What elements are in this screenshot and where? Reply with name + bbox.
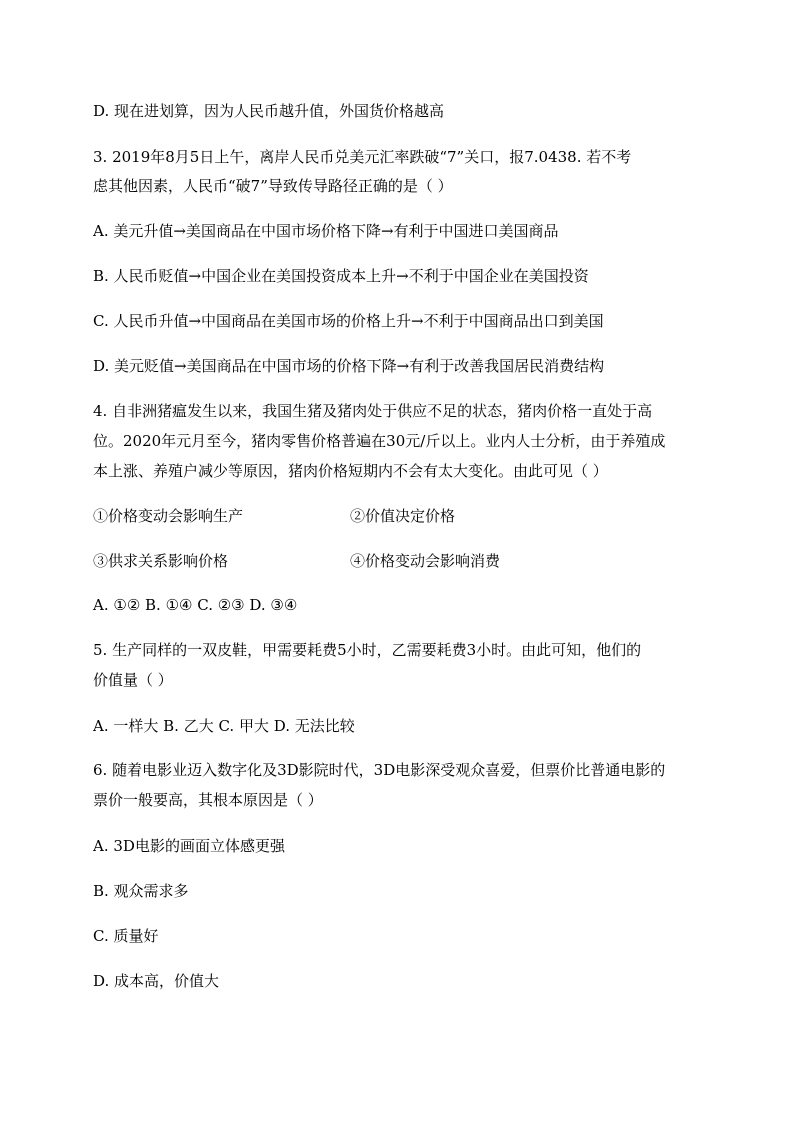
- q5-options: A. 一样大 B. 乙大 C. 甲大 D. 无法比较: [93, 717, 355, 735]
- q3-stem-line2: 虑其他因素，人民币“破7”导致传导路径正确的是（ ）: [93, 177, 453, 195]
- q4-stem-line3: 本上涨、养殖户减少等原因，猪肉价格短期内不会有太大变化。由此可见（ ）: [93, 462, 608, 480]
- q3-option-c: C. 人民币升值→中国商品在美国市场的价格上升→不利于中国商品出口到美国: [93, 312, 604, 330]
- q6-stem-line2: 票价一般要高，其根本原因是（ ）: [93, 791, 323, 809]
- q3-option-b: B. 人民币贬值→中国企业在美国投资成本上升→不利于中国企业在美国投资: [93, 267, 589, 285]
- q4-item-1: ①价格变动会影响生产: [93, 507, 244, 525]
- q6-option-b: B. 观众需求多: [93, 882, 189, 900]
- q4-stem-line2: 位。2020年元月至今，猪肉零售价格普遍在30元/斤以上。业内人士分析，由于养殖成: [93, 432, 666, 450]
- q4-item-2: ②价值决定价格: [350, 507, 456, 525]
- q6-option-a: A. 3D电影的画面立体感更强: [93, 837, 285, 855]
- q4-item-3: ③供求关系影响价格: [93, 552, 229, 570]
- q3-option-a: A. 美元升值→美国商品在中国市场价格下降→有利于中国进口美国商品: [93, 222, 559, 240]
- q3-stem-line1: 3. 2019年8月5日上午，离岸人民币兑美元汇率跌破“7”关口，报7.0438. 若不考: [93, 148, 632, 166]
- q4-item-4: ④价格变动会影响消费: [350, 552, 501, 570]
- q4-stem-line1: 4. 自非洲猪瘟发生以来，我国生猪及猪肉处于供应不足的状态，猪肉价格一直处于高: [93, 402, 653, 420]
- q4-items-row1: [93, 506, 456, 526]
- q5-stem-line1: 5. 生产同样的一双皮鞋，甲需要耗费5小时，乙需要耗费3小时。由此可知，他们的: [93, 641, 642, 659]
- q3-option-d: D. 美元贬值→美国商品在中国市场的价格下降→有利于改善我国居民消费结构: [93, 357, 605, 375]
- q4-options: A. ①② B. ①④ C. ②③ D. ③④: [93, 596, 298, 614]
- q6-option-d: D. 成本高，价值大: [93, 972, 220, 990]
- q6-stem-line1: 6. 随着电影业迈入数字化及3D影院时代，3D电影深受观众喜爱，但票价比普通电影的: [93, 761, 666, 779]
- q5-stem-line2: 价值量（ ）: [93, 671, 173, 689]
- q4-items-row2: [93, 551, 501, 571]
- q6-option-c: C. 质量好: [93, 927, 159, 945]
- q2-option-d: D. 现在进划算，因为人民币越升值，外国货价格越高: [93, 102, 445, 120]
